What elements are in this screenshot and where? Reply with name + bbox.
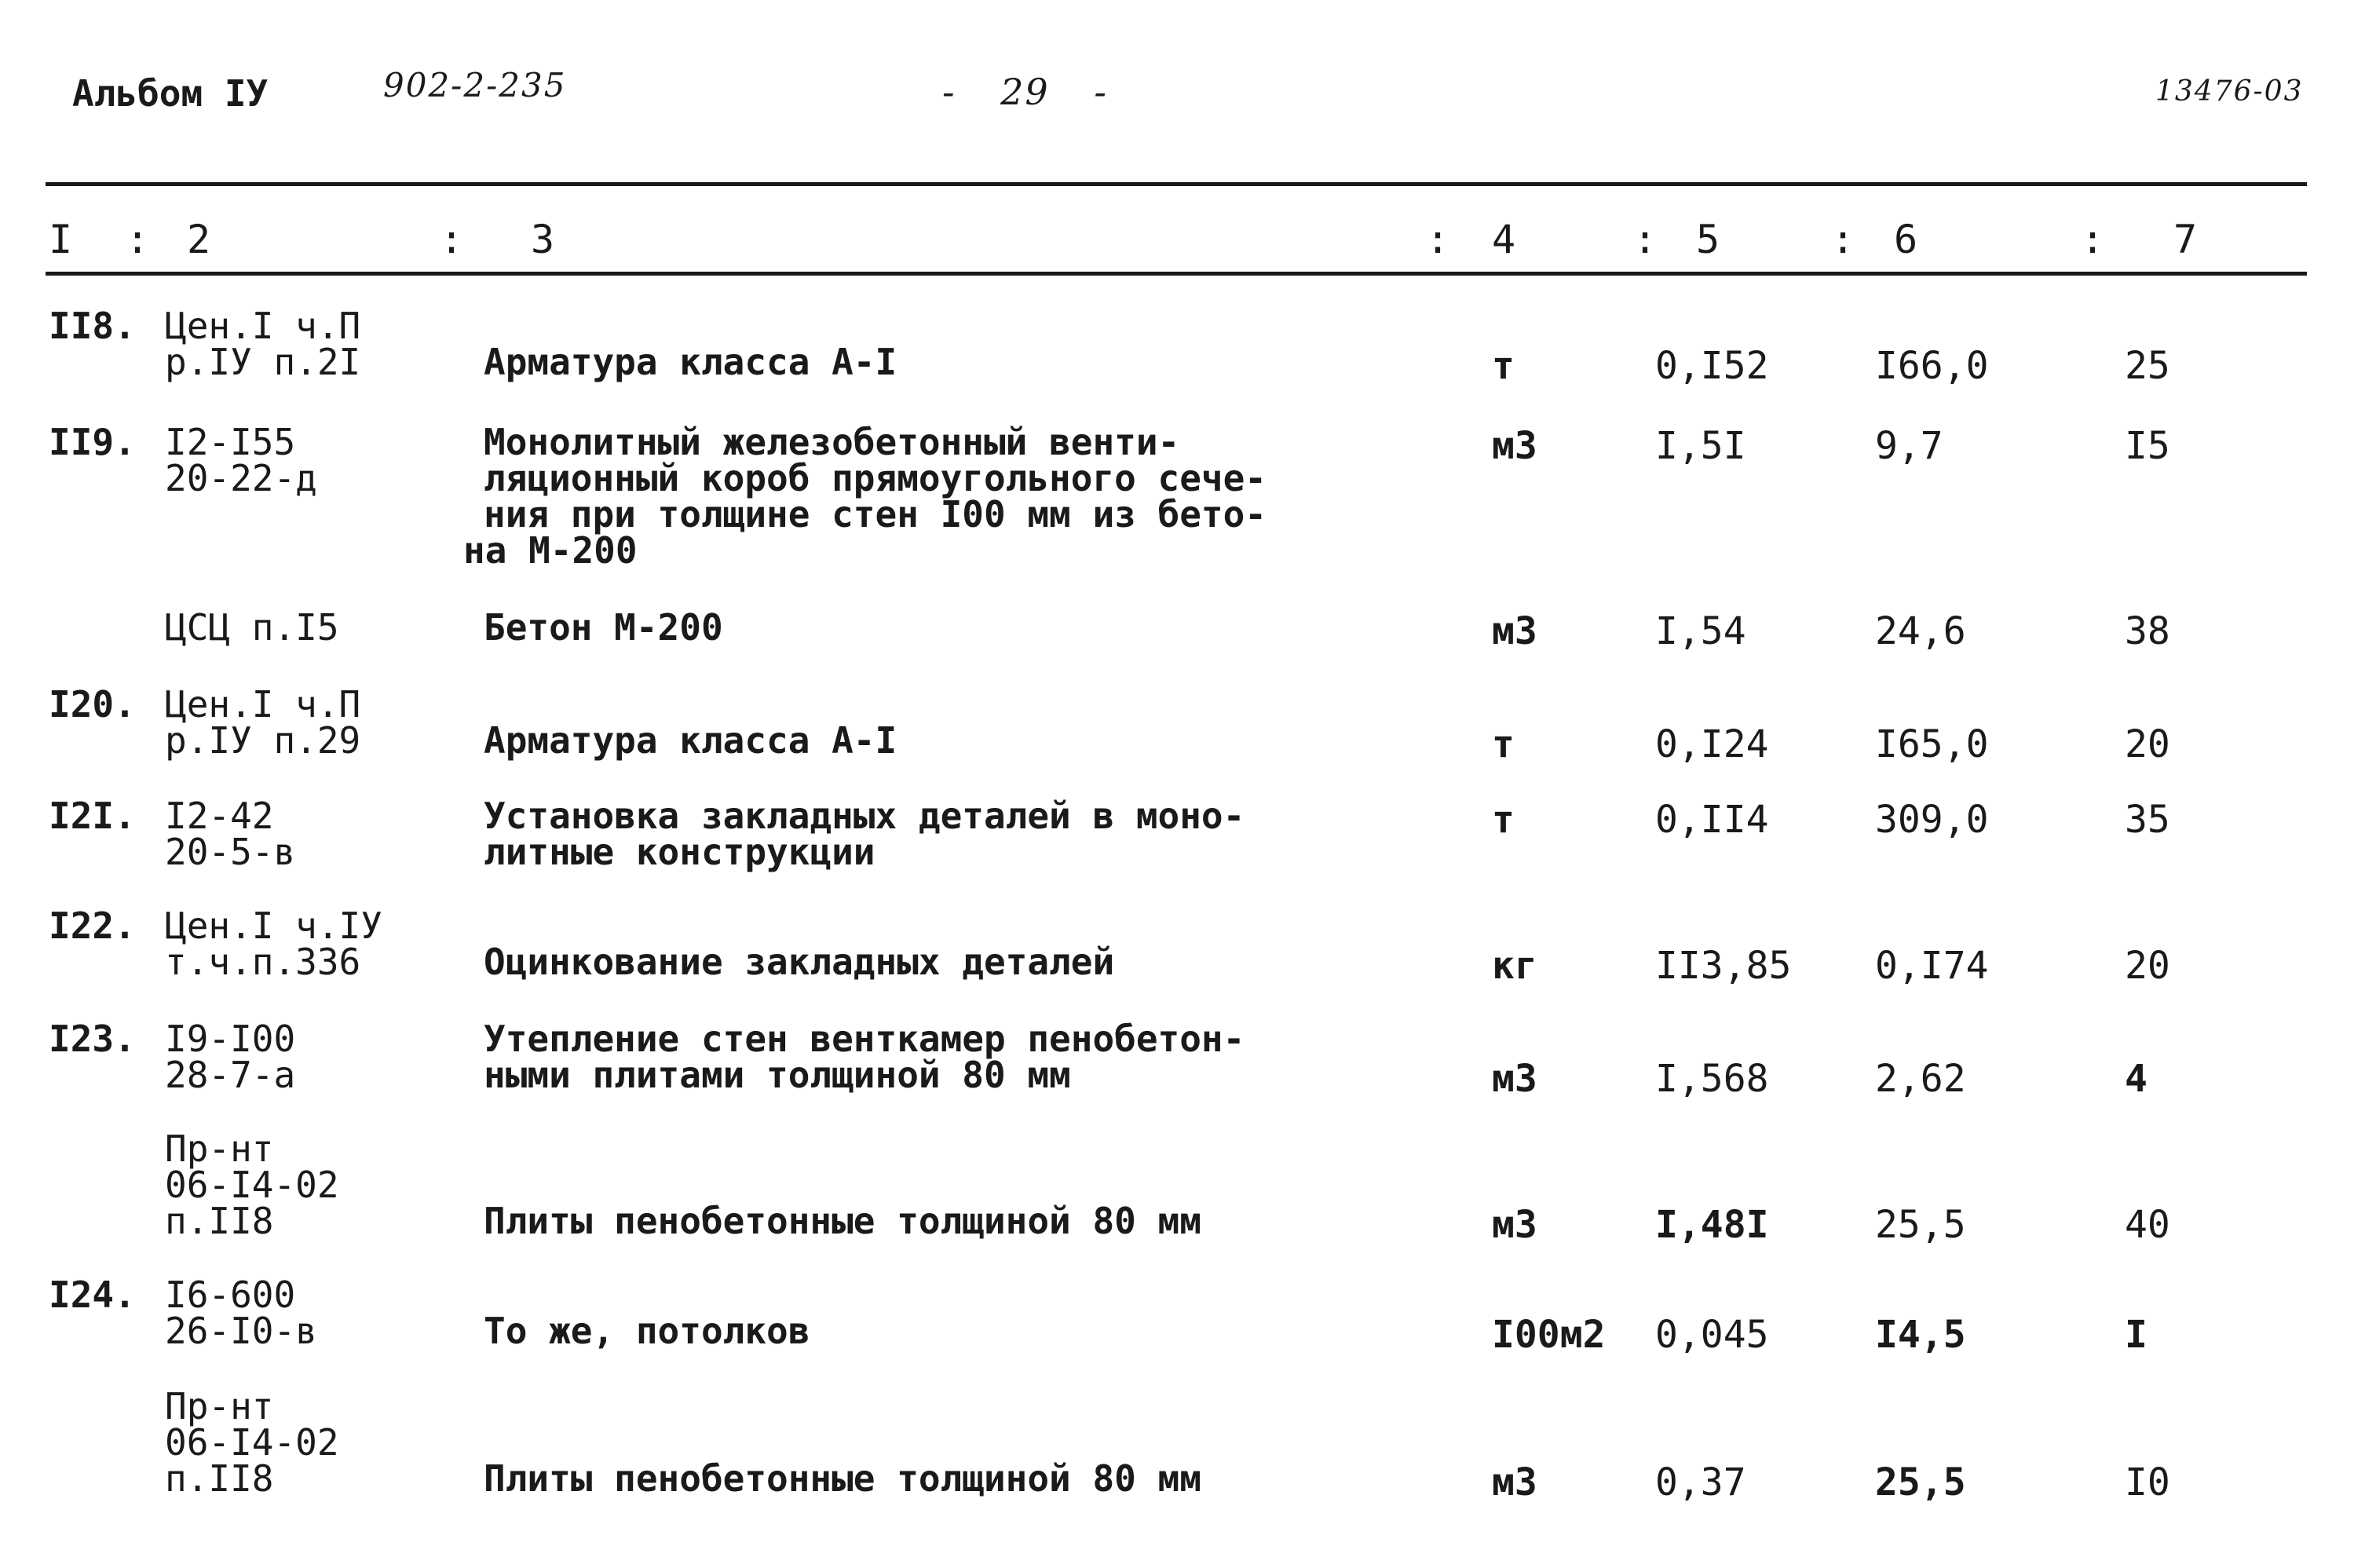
description-line: Бетон М-200	[484, 606, 723, 649]
description-line: Утепление стен венткамер пенобетон-	[484, 1018, 1245, 1060]
unit: м3	[1492, 1460, 1537, 1504]
price-code-line: I2-42	[165, 795, 274, 837]
row-number: I2I.	[49, 795, 136, 837]
description-line: Установка закладных деталей в моно-	[484, 795, 1245, 837]
description-line: Оцинкование закладных деталей	[484, 941, 1115, 983]
quantity: II3,85	[1655, 944, 1792, 988]
quantity: 0,045	[1655, 1313, 1769, 1357]
total: 20	[2125, 944, 2170, 988]
row-number: I20.	[49, 683, 136, 726]
unit: т	[1492, 798, 1515, 842]
unit-price: I4,5	[1875, 1313, 1966, 1357]
total: 20	[2125, 722, 2170, 766]
unit: т	[1492, 722, 1515, 766]
price-code-line: Пр-нт	[165, 1385, 274, 1427]
row-number: II8.	[49, 305, 136, 347]
price-code-line: I6-600	[165, 1274, 296, 1316]
description-line: Арматура класса А-I	[484, 341, 897, 383]
total: 40	[2125, 1203, 2170, 1247]
price-code-line: 26-I0-в	[165, 1310, 317, 1352]
unit: м3	[1492, 609, 1537, 653]
price-code-line: п.II8	[165, 1457, 274, 1500]
price-code-line: р.IУ п.29	[165, 719, 361, 762]
unit: м3	[1492, 1057, 1537, 1101]
header-bottom-rule	[46, 272, 2307, 276]
project-number: 902-2-235	[383, 66, 567, 104]
column-separator: :	[1633, 217, 1658, 262]
column-separator: :	[2081, 217, 2105, 262]
description-line: То же, потолков	[484, 1310, 810, 1352]
row-number: I24.	[49, 1274, 136, 1316]
price-code-line: 06-I4-02	[165, 1164, 339, 1206]
total: 25	[2125, 344, 2170, 388]
column-separator: :	[440, 217, 464, 262]
unit: кг	[1492, 944, 1537, 988]
total: 38	[2125, 609, 2170, 653]
price-code-line: Пр-нт	[165, 1128, 274, 1170]
unit-price: I66,0	[1875, 344, 1989, 388]
unit: м3	[1492, 424, 1537, 468]
unit: т	[1492, 344, 1515, 388]
unit: м3	[1492, 1203, 1537, 1247]
quantity: I,568	[1655, 1057, 1769, 1101]
column-number: 6	[1894, 217, 1918, 262]
description-line: ния при толщине стен I00 мм из бето-	[484, 493, 1267, 535]
description-line: ными плитами толщиной 80 мм	[484, 1054, 1071, 1096]
price-code-line: Цен.I ч.П	[165, 683, 361, 726]
unit-price: 24,6	[1875, 609, 1966, 653]
unit-price: 25,5	[1875, 1203, 1966, 1247]
total: 4	[2125, 1057, 2148, 1101]
price-code-line: 20-5-в	[165, 831, 296, 873]
unit-price: 0,I74	[1875, 944, 1989, 988]
description-line: Плиты пенобетонные толщиной 80 мм	[484, 1200, 1201, 1242]
price-code-line: Цен.I ч.IУ	[165, 905, 382, 947]
unit: I00м2	[1492, 1313, 1606, 1357]
quantity: I,5I	[1655, 424, 1746, 468]
price-code-line: р.IУ п.2I	[165, 341, 361, 383]
total: I0	[2125, 1460, 2170, 1504]
description-line: Арматура класса А-I	[484, 719, 897, 762]
price-code-line: п.II8	[165, 1200, 274, 1242]
price-code-line: Цен.I ч.П	[165, 305, 361, 347]
price-code-line: I2-I55	[165, 421, 296, 463]
unit-price: 25,5	[1875, 1460, 1966, 1504]
price-code-line: I9-I00	[165, 1018, 296, 1060]
row-number: I22.	[49, 905, 136, 947]
price-code-line: ЦСЦ п.I5	[165, 606, 339, 649]
quantity: 0,37	[1655, 1460, 1746, 1504]
quantity: I,48I	[1655, 1203, 1769, 1247]
description-line: Плиты пенобетонные толщиной 80 мм	[484, 1457, 1201, 1500]
column-number: 3	[531, 217, 555, 262]
column-separator: :	[126, 217, 150, 262]
total: I5	[2125, 424, 2170, 468]
row-number: II9.	[49, 421, 136, 463]
price-code-line: т.ч.п.336	[165, 941, 361, 983]
price-code-line: 28-7-а	[165, 1054, 296, 1096]
album-label: Альбом IУ	[72, 72, 269, 115]
description-line: на М-200	[463, 529, 638, 572]
quantity: I,54	[1655, 609, 1746, 653]
quantity: 0,II4	[1655, 798, 1769, 842]
row-number: I23.	[49, 1018, 136, 1060]
description-line: ляционный короб прямоугольного сече-	[484, 457, 1267, 499]
unit-price: 2,62	[1875, 1057, 1966, 1101]
column-number: 2	[187, 217, 211, 262]
column-number: I	[49, 217, 73, 262]
description-line: Монолитный железобетонный венти-	[484, 421, 1180, 463]
column-number: 7	[2173, 217, 2198, 262]
description-line: литные конструкции	[484, 831, 875, 873]
unit-price: 9,7	[1875, 424, 1943, 468]
column-number: 5	[1696, 217, 1720, 262]
price-code-line: 06-I4-02	[165, 1421, 339, 1464]
quantity: 0,I24	[1655, 722, 1769, 766]
page-number: - 29 -	[942, 71, 1108, 113]
total: I	[2125, 1313, 2148, 1357]
unit-price: I65,0	[1875, 722, 1989, 766]
column-separator: :	[1831, 217, 1855, 262]
unit-price: 309,0	[1875, 798, 1989, 842]
column-separator: :	[1426, 217, 1450, 262]
quantity: 0,I52	[1655, 344, 1769, 388]
header-top-rule	[46, 182, 2307, 186]
document-code: 13476-03	[2155, 75, 2304, 108]
total: 35	[2125, 798, 2170, 842]
price-code-line: 20-22-д	[165, 457, 317, 499]
column-number: 4	[1492, 217, 1516, 262]
